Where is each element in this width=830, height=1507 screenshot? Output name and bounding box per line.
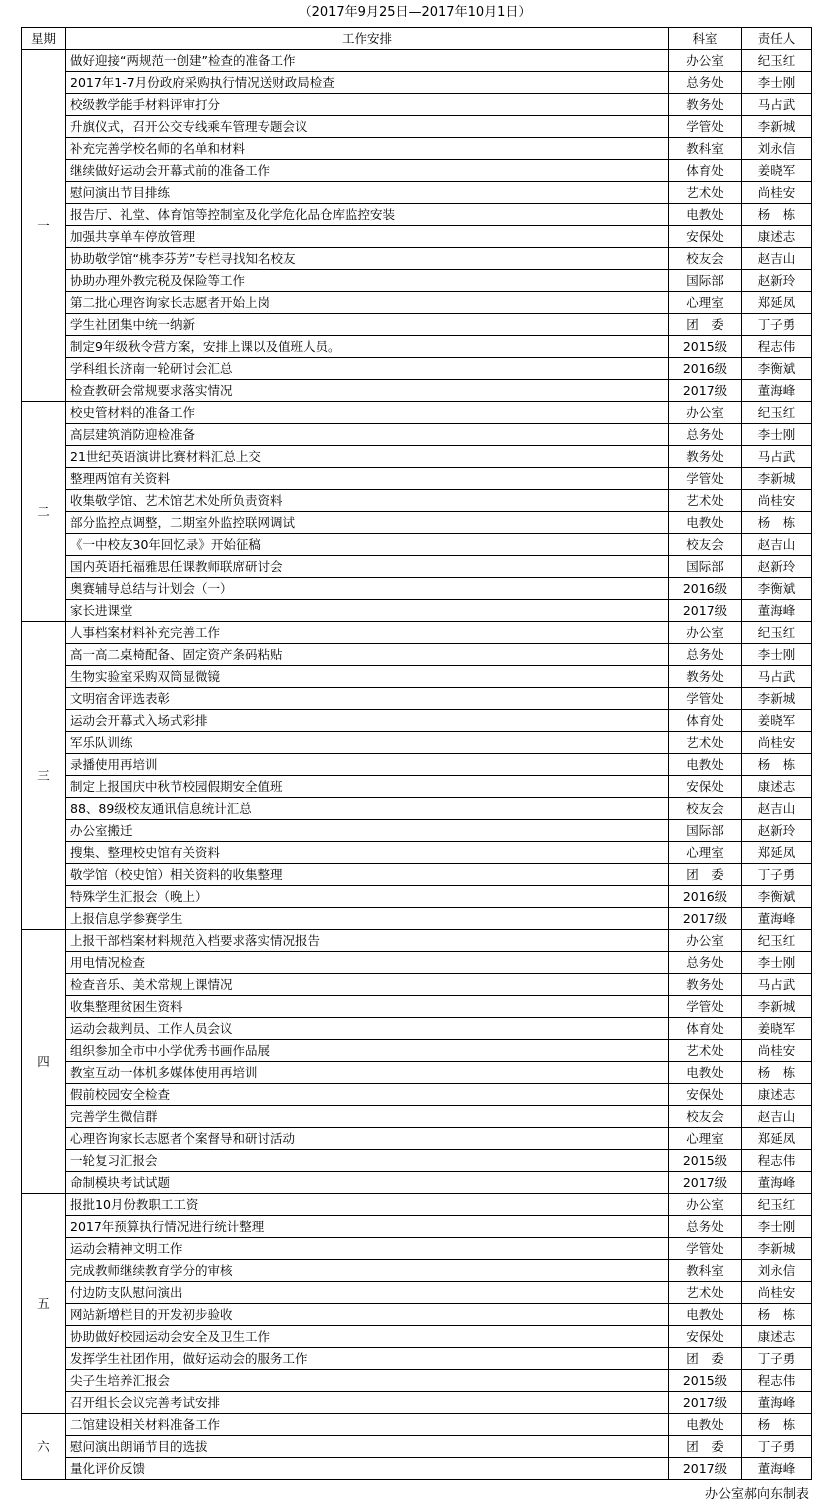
table-row — [22, 930, 812, 952]
table-row — [22, 512, 812, 534]
person-cell: 丁子勇 — [742, 1348, 812, 1370]
dept-cell: 2016级 — [669, 886, 742, 908]
day-cell: 二 — [22, 402, 66, 622]
person-cell: 李衡斌 — [742, 358, 812, 380]
table-row — [22, 336, 812, 358]
task-cell: 召开组长会议完善考试安排 — [66, 1392, 669, 1414]
task-cell: 2017年1-7月份政府采购执行情况送财政局检查 — [66, 72, 669, 94]
dept-cell: 体育处 — [669, 710, 742, 732]
person-cell: 尚桂安 — [742, 1282, 812, 1304]
table-row — [22, 710, 812, 732]
table-row — [22, 468, 812, 490]
person-cell: 李新城 — [742, 996, 812, 1018]
person-cell: 赵吉山 — [742, 248, 812, 270]
dept-cell: 办公室 — [669, 50, 742, 72]
person-cell: 郑延凤 — [742, 842, 812, 864]
task-cell: 检查教研会常规要求落实情况 — [66, 380, 669, 402]
table-row — [22, 820, 812, 842]
weekly-schedule-table — [21, 27, 812, 1480]
task-cell: 文明宿舍评选表彰 — [66, 688, 669, 710]
day-cell: 三 — [22, 622, 66, 930]
task-cell: 一轮复习汇报会 — [66, 1150, 669, 1172]
dept-cell: 安保处 — [669, 776, 742, 798]
table-row — [22, 292, 812, 314]
person-cell: 纪玉红 — [742, 50, 812, 72]
dept-cell: 2015级 — [669, 1150, 742, 1172]
table-row — [22, 622, 812, 644]
dept-cell: 电教处 — [669, 1062, 742, 1084]
person-cell: 尚桂安 — [742, 490, 812, 512]
person-cell: 李士刚 — [742, 1216, 812, 1238]
person-cell: 李士刚 — [742, 952, 812, 974]
table-row — [22, 50, 812, 72]
person-cell: 李新城 — [742, 116, 812, 138]
table-row — [22, 1414, 812, 1436]
table-row — [22, 644, 812, 666]
table-row — [22, 556, 812, 578]
dept-cell: 安保处 — [669, 1084, 742, 1106]
person-cell: 马占武 — [742, 974, 812, 996]
person-cell: 纪玉红 — [742, 1194, 812, 1216]
table-row — [22, 1150, 812, 1172]
dept-cell: 校友会 — [669, 534, 742, 556]
task-cell: 21世纪英语演讲比赛材料汇总上交 — [66, 446, 669, 468]
task-cell: 检查音乐、美术常规上课情况 — [66, 974, 669, 996]
task-cell: 军乐队训练 — [66, 732, 669, 754]
table-row — [22, 1436, 812, 1458]
table-row — [22, 666, 812, 688]
task-cell: 付边防支队慰问演出 — [66, 1282, 669, 1304]
date-range: （2017年9月25日—2017年10月1日） — [298, 5, 532, 20]
dept-cell: 艺术处 — [669, 182, 742, 204]
task-cell: 学生社团集中统一纳新 — [66, 314, 669, 336]
table-row — [22, 908, 812, 930]
dept-cell: 国际部 — [669, 556, 742, 578]
task-cell: 慰问演出朗诵节目的选拔 — [66, 1436, 669, 1458]
dept-cell: 心理室 — [669, 292, 742, 314]
task-cell: 教室互动一体机多媒体使用再培训 — [66, 1062, 669, 1084]
dept-cell: 学管处 — [669, 116, 742, 138]
table-row — [22, 798, 812, 820]
task-cell: 升旗仪式，召开公交专线乘车管理专题会议 — [66, 116, 669, 138]
dept-cell: 总务处 — [669, 424, 742, 446]
table-row — [22, 732, 812, 754]
table-row — [22, 600, 812, 622]
task-cell: 心理咨询家长志愿者个案督导和研讨活动 — [66, 1128, 669, 1150]
task-cell: 校史管材料的准备工作 — [66, 402, 669, 424]
dept-cell: 电教处 — [669, 754, 742, 776]
person-cell: 郑延凤 — [742, 1128, 812, 1150]
table-header-row — [22, 28, 812, 50]
dept-cell: 学管处 — [669, 468, 742, 490]
dept-cell: 安保处 — [669, 226, 742, 248]
table-row — [22, 1128, 812, 1150]
table-row — [22, 886, 812, 908]
dept-cell: 安保处 — [669, 1326, 742, 1348]
task-cell: 加强共享单车停放管理 — [66, 226, 669, 248]
task-cell: 协助敬学馆“桃李芬芳”专栏寻找知名校友 — [66, 248, 669, 270]
person-cell: 赵吉山 — [742, 534, 812, 556]
person-cell: 郑延凤 — [742, 292, 812, 314]
task-cell: 家长进课堂 — [66, 600, 669, 622]
task-cell: 制定上报国庆中秋节校园假期安全值班 — [66, 776, 669, 798]
table-row — [22, 424, 812, 446]
dept-cell: 电教处 — [669, 512, 742, 534]
task-cell: 协助做好校园运动会安全及卫生工作 — [66, 1326, 669, 1348]
dept-cell: 心理室 — [669, 842, 742, 864]
task-cell: 搜集、整理校史馆有关资料 — [66, 842, 669, 864]
table-row — [22, 1458, 812, 1480]
dept-cell: 2017级 — [669, 600, 742, 622]
task-cell: 网站新增栏目的开发初步验收 — [66, 1304, 669, 1326]
person-cell: 赵吉山 — [742, 1106, 812, 1128]
person-cell: 杨 栋 — [742, 512, 812, 534]
person-cell: 程志伟 — [742, 1370, 812, 1392]
dept-cell: 校友会 — [669, 1106, 742, 1128]
table-row — [22, 864, 812, 886]
dept-cell: 电教处 — [669, 1304, 742, 1326]
task-cell: 办公室搬迁 — [66, 820, 669, 842]
task-cell: 收集整理贫困生资料 — [66, 996, 669, 1018]
table-row — [22, 94, 812, 116]
task-cell: 发挥学生社团作用，做好运动会的服务工作 — [66, 1348, 669, 1370]
person-cell: 李新城 — [742, 468, 812, 490]
table-row — [22, 1106, 812, 1128]
day-cell: 一 — [22, 50, 66, 402]
task-cell: 国内英语托福雅思任课教师联席研讨会 — [66, 556, 669, 578]
person-cell: 丁子勇 — [742, 1436, 812, 1458]
table-body — [22, 50, 812, 1480]
task-cell: 报告厅、礼堂、体育馆等控制室及化学危化品仓库监控安装 — [66, 204, 669, 226]
task-cell: 运动会开幕式入场式彩排 — [66, 710, 669, 732]
person-cell: 李新城 — [742, 1238, 812, 1260]
table-row — [22, 1062, 812, 1084]
dept-cell: 2017级 — [669, 1458, 742, 1480]
dept-cell: 2017级 — [669, 908, 742, 930]
task-cell: 做好迎接“两规范一创建”检查的准备工作 — [66, 50, 669, 72]
person-cell: 董海峰 — [742, 600, 812, 622]
dept-cell: 2015级 — [669, 336, 742, 358]
person-cell: 董海峰 — [742, 1392, 812, 1414]
dept-cell: 心理室 — [669, 1128, 742, 1150]
person-cell: 杨 栋 — [742, 1062, 812, 1084]
dept-cell: 总务处 — [669, 644, 742, 666]
task-cell: 上报干部档案材料规范入档要求落实情况报告 — [66, 930, 669, 952]
person-cell: 纪玉红 — [742, 622, 812, 644]
task-cell: 录播使用再培训 — [66, 754, 669, 776]
person-cell: 马占武 — [742, 94, 812, 116]
dept-cell: 学管处 — [669, 688, 742, 710]
dept-cell: 教科室 — [669, 138, 742, 160]
person-cell: 尚桂安 — [742, 1040, 812, 1062]
dept-cell: 2016级 — [669, 578, 742, 600]
person-cell: 李士刚 — [742, 424, 812, 446]
task-cell: 补充完善学校名师的名单和材料 — [66, 138, 669, 160]
table-row — [22, 1084, 812, 1106]
table-row — [22, 116, 812, 138]
person-cell: 董海峰 — [742, 908, 812, 930]
task-cell: 第二批心理咨询家长志愿者开始上岗 — [66, 292, 669, 314]
dept-cell: 总务处 — [669, 1216, 742, 1238]
table-row — [22, 1040, 812, 1062]
dept-cell: 办公室 — [669, 1194, 742, 1216]
person-cell: 马占武 — [742, 666, 812, 688]
dept-cell: 艺术处 — [669, 1040, 742, 1062]
person-cell: 杨 栋 — [742, 1414, 812, 1436]
dept-cell: 教务处 — [669, 666, 742, 688]
person-cell: 程志伟 — [742, 1150, 812, 1172]
person-cell: 董海峰 — [742, 380, 812, 402]
dept-cell: 团 委 — [669, 864, 742, 886]
dept-cell: 2017级 — [669, 380, 742, 402]
day-cell: 五 — [22, 1194, 66, 1414]
table-row — [22, 226, 812, 248]
person-cell: 姜晓军 — [742, 160, 812, 182]
task-cell: 生物实验室采购双筒显微镜 — [66, 666, 669, 688]
header-task: 工作安排 — [66, 28, 669, 50]
task-cell: 敬学馆（校史馆）相关资料的收集整理 — [66, 864, 669, 886]
task-cell: 用电情况检查 — [66, 952, 669, 974]
task-cell: 报批10月份教职工工资 — [66, 1194, 669, 1216]
table-row — [22, 314, 812, 336]
table-row — [22, 1216, 812, 1238]
task-cell: 运动会裁判员、工作人员会议 — [66, 1018, 669, 1040]
table-row — [22, 578, 812, 600]
table-row — [22, 446, 812, 468]
task-cell: 协助办理外教完税及保险等工作 — [66, 270, 669, 292]
person-cell: 董海峰 — [742, 1172, 812, 1194]
table-row — [22, 534, 812, 556]
dept-cell: 教务处 — [669, 974, 742, 996]
person-cell: 纪玉红 — [742, 402, 812, 424]
dept-cell: 校友会 — [669, 798, 742, 820]
person-cell: 李士刚 — [742, 72, 812, 94]
person-cell: 赵新玲 — [742, 556, 812, 578]
table-row — [22, 1326, 812, 1348]
dept-cell: 办公室 — [669, 622, 742, 644]
dept-cell: 2015级 — [669, 1370, 742, 1392]
person-cell: 纪玉红 — [742, 930, 812, 952]
person-cell: 丁子勇 — [742, 314, 812, 336]
dept-cell: 办公室 — [669, 930, 742, 952]
dept-cell: 艺术处 — [669, 1282, 742, 1304]
dept-cell: 教务处 — [669, 446, 742, 468]
table-row — [22, 1282, 812, 1304]
footer-maker: 办公室郝向东制表 — [704, 1487, 809, 1502]
task-cell: 《一中校友30年回忆录》开始征稿 — [66, 534, 669, 556]
dept-cell: 国际部 — [669, 270, 742, 292]
table-row — [22, 270, 812, 292]
person-cell: 刘永信 — [742, 138, 812, 160]
task-cell: 继续做好运动会开幕式前的准备工作 — [66, 160, 669, 182]
task-cell: 特殊学生汇报会（晚上） — [66, 886, 669, 908]
task-cell: 二馆建设相关材料准备工作 — [66, 1414, 669, 1436]
person-cell: 程志伟 — [742, 336, 812, 358]
dept-cell: 校友会 — [669, 248, 742, 270]
person-cell: 董海峰 — [742, 1458, 812, 1480]
dept-cell: 总务处 — [669, 952, 742, 974]
table-row — [22, 1260, 812, 1282]
dept-cell: 国际部 — [669, 820, 742, 842]
table-row — [22, 842, 812, 864]
dept-cell: 团 委 — [669, 1348, 742, 1370]
table-row — [22, 182, 812, 204]
dept-cell: 办公室 — [669, 402, 742, 424]
dept-cell: 团 委 — [669, 314, 742, 336]
dept-cell: 2017级 — [669, 1392, 742, 1414]
task-cell: 高层建筑消防迎检准备 — [66, 424, 669, 446]
dept-cell: 学管处 — [669, 1238, 742, 1260]
person-cell: 康述志 — [742, 776, 812, 798]
table-row — [22, 776, 812, 798]
task-cell: 整理两馆有关资料 — [66, 468, 669, 490]
table-row — [22, 1370, 812, 1392]
task-cell: 完成教师继续教育学分的审核 — [66, 1260, 669, 1282]
person-cell: 姜晓军 — [742, 710, 812, 732]
person-cell: 康述志 — [742, 1326, 812, 1348]
dept-cell: 体育处 — [669, 1018, 742, 1040]
task-cell: 尖子生培养汇报会 — [66, 1370, 669, 1392]
person-cell: 李士刚 — [742, 644, 812, 666]
task-cell: 运动会精神文明工作 — [66, 1238, 669, 1260]
dept-cell: 电教处 — [669, 1414, 742, 1436]
person-cell: 康述志 — [742, 226, 812, 248]
dept-cell: 教务处 — [669, 94, 742, 116]
task-cell: 量化评价反馈 — [66, 1458, 669, 1480]
person-cell: 康述志 — [742, 1084, 812, 1106]
header-person: 责任人 — [742, 28, 812, 50]
task-cell: 高一高二桌椅配备、固定资产条码粘贴 — [66, 644, 669, 666]
header-day: 星期 — [22, 28, 66, 50]
table-row — [22, 1304, 812, 1326]
task-cell: 奥赛辅导总结与计划会（一） — [66, 578, 669, 600]
person-cell: 赵吉山 — [742, 798, 812, 820]
task-cell: 假前校园安全检查 — [66, 1084, 669, 1106]
person-cell: 赵新玲 — [742, 270, 812, 292]
person-cell: 丁子勇 — [742, 864, 812, 886]
person-cell: 尚桂安 — [742, 732, 812, 754]
person-cell: 李衡斌 — [742, 578, 812, 600]
dept-cell: 2016级 — [669, 358, 742, 380]
dept-cell: 学管处 — [669, 996, 742, 1018]
task-cell: 上报信息学参赛学生 — [66, 908, 669, 930]
person-cell: 李衡斌 — [742, 886, 812, 908]
table-row — [22, 248, 812, 270]
table-row — [22, 1018, 812, 1040]
dept-cell: 艺术处 — [669, 732, 742, 754]
task-cell: 命制模块考试试题 — [66, 1172, 669, 1194]
person-cell: 李新城 — [742, 688, 812, 710]
dept-cell: 体育处 — [669, 160, 742, 182]
task-cell: 2017年预算执行情况进行统计整理 — [66, 1216, 669, 1238]
task-cell: 学科组长济南一轮研讨会汇总 — [66, 358, 669, 380]
person-cell: 尚桂安 — [742, 182, 812, 204]
header-dept: 科室 — [669, 28, 742, 50]
table-row — [22, 1348, 812, 1370]
day-cell: 六 — [22, 1414, 66, 1480]
task-cell: 人事档案材料补充完善工作 — [66, 622, 669, 644]
person-cell: 杨 栋 — [742, 204, 812, 226]
task-cell: 组织参加全市中小学优秀书画作品展 — [66, 1040, 669, 1062]
dept-cell: 教科室 — [669, 1260, 742, 1282]
dept-cell: 总务处 — [669, 72, 742, 94]
table-row — [22, 204, 812, 226]
person-cell: 杨 栋 — [742, 1304, 812, 1326]
table-row — [22, 688, 812, 710]
dept-cell: 艺术处 — [669, 490, 742, 512]
table-row — [22, 160, 812, 182]
day-cell: 四 — [22, 930, 66, 1194]
table-row — [22, 138, 812, 160]
table-row — [22, 754, 812, 776]
person-cell: 杨 栋 — [742, 754, 812, 776]
table-row — [22, 358, 812, 380]
task-cell: 88、89级校友通讯信息统计汇总 — [66, 798, 669, 820]
person-cell: 姜晓军 — [742, 1018, 812, 1040]
table-row — [22, 402, 812, 424]
task-cell: 部分监控点调整，二期室外监控联网调试 — [66, 512, 669, 534]
task-cell: 收集敬学馆、艺术馆艺术处所负责资料 — [66, 490, 669, 512]
task-cell: 校级教学能手材料评审打分 — [66, 94, 669, 116]
table-row — [22, 1194, 812, 1216]
task-cell: 完善学生微信群 — [66, 1106, 669, 1128]
table-row — [22, 380, 812, 402]
table-row — [22, 1172, 812, 1194]
person-cell: 赵新玲 — [742, 820, 812, 842]
person-cell: 刘永信 — [742, 1260, 812, 1282]
table-row — [22, 490, 812, 512]
task-cell: 慰问演出节目排练 — [66, 182, 669, 204]
task-cell: 制定9年级秋令营方案，安排上课以及值班人员。 — [66, 336, 669, 358]
table-row — [22, 1238, 812, 1260]
dept-cell: 团 委 — [669, 1436, 742, 1458]
person-cell: 马占武 — [742, 446, 812, 468]
dept-cell: 2017级 — [669, 1172, 742, 1194]
table-row — [22, 72, 812, 94]
table-row — [22, 952, 812, 974]
table-row — [22, 996, 812, 1018]
table-row — [22, 1392, 812, 1414]
table-row — [22, 974, 812, 996]
dept-cell: 电教处 — [669, 204, 742, 226]
